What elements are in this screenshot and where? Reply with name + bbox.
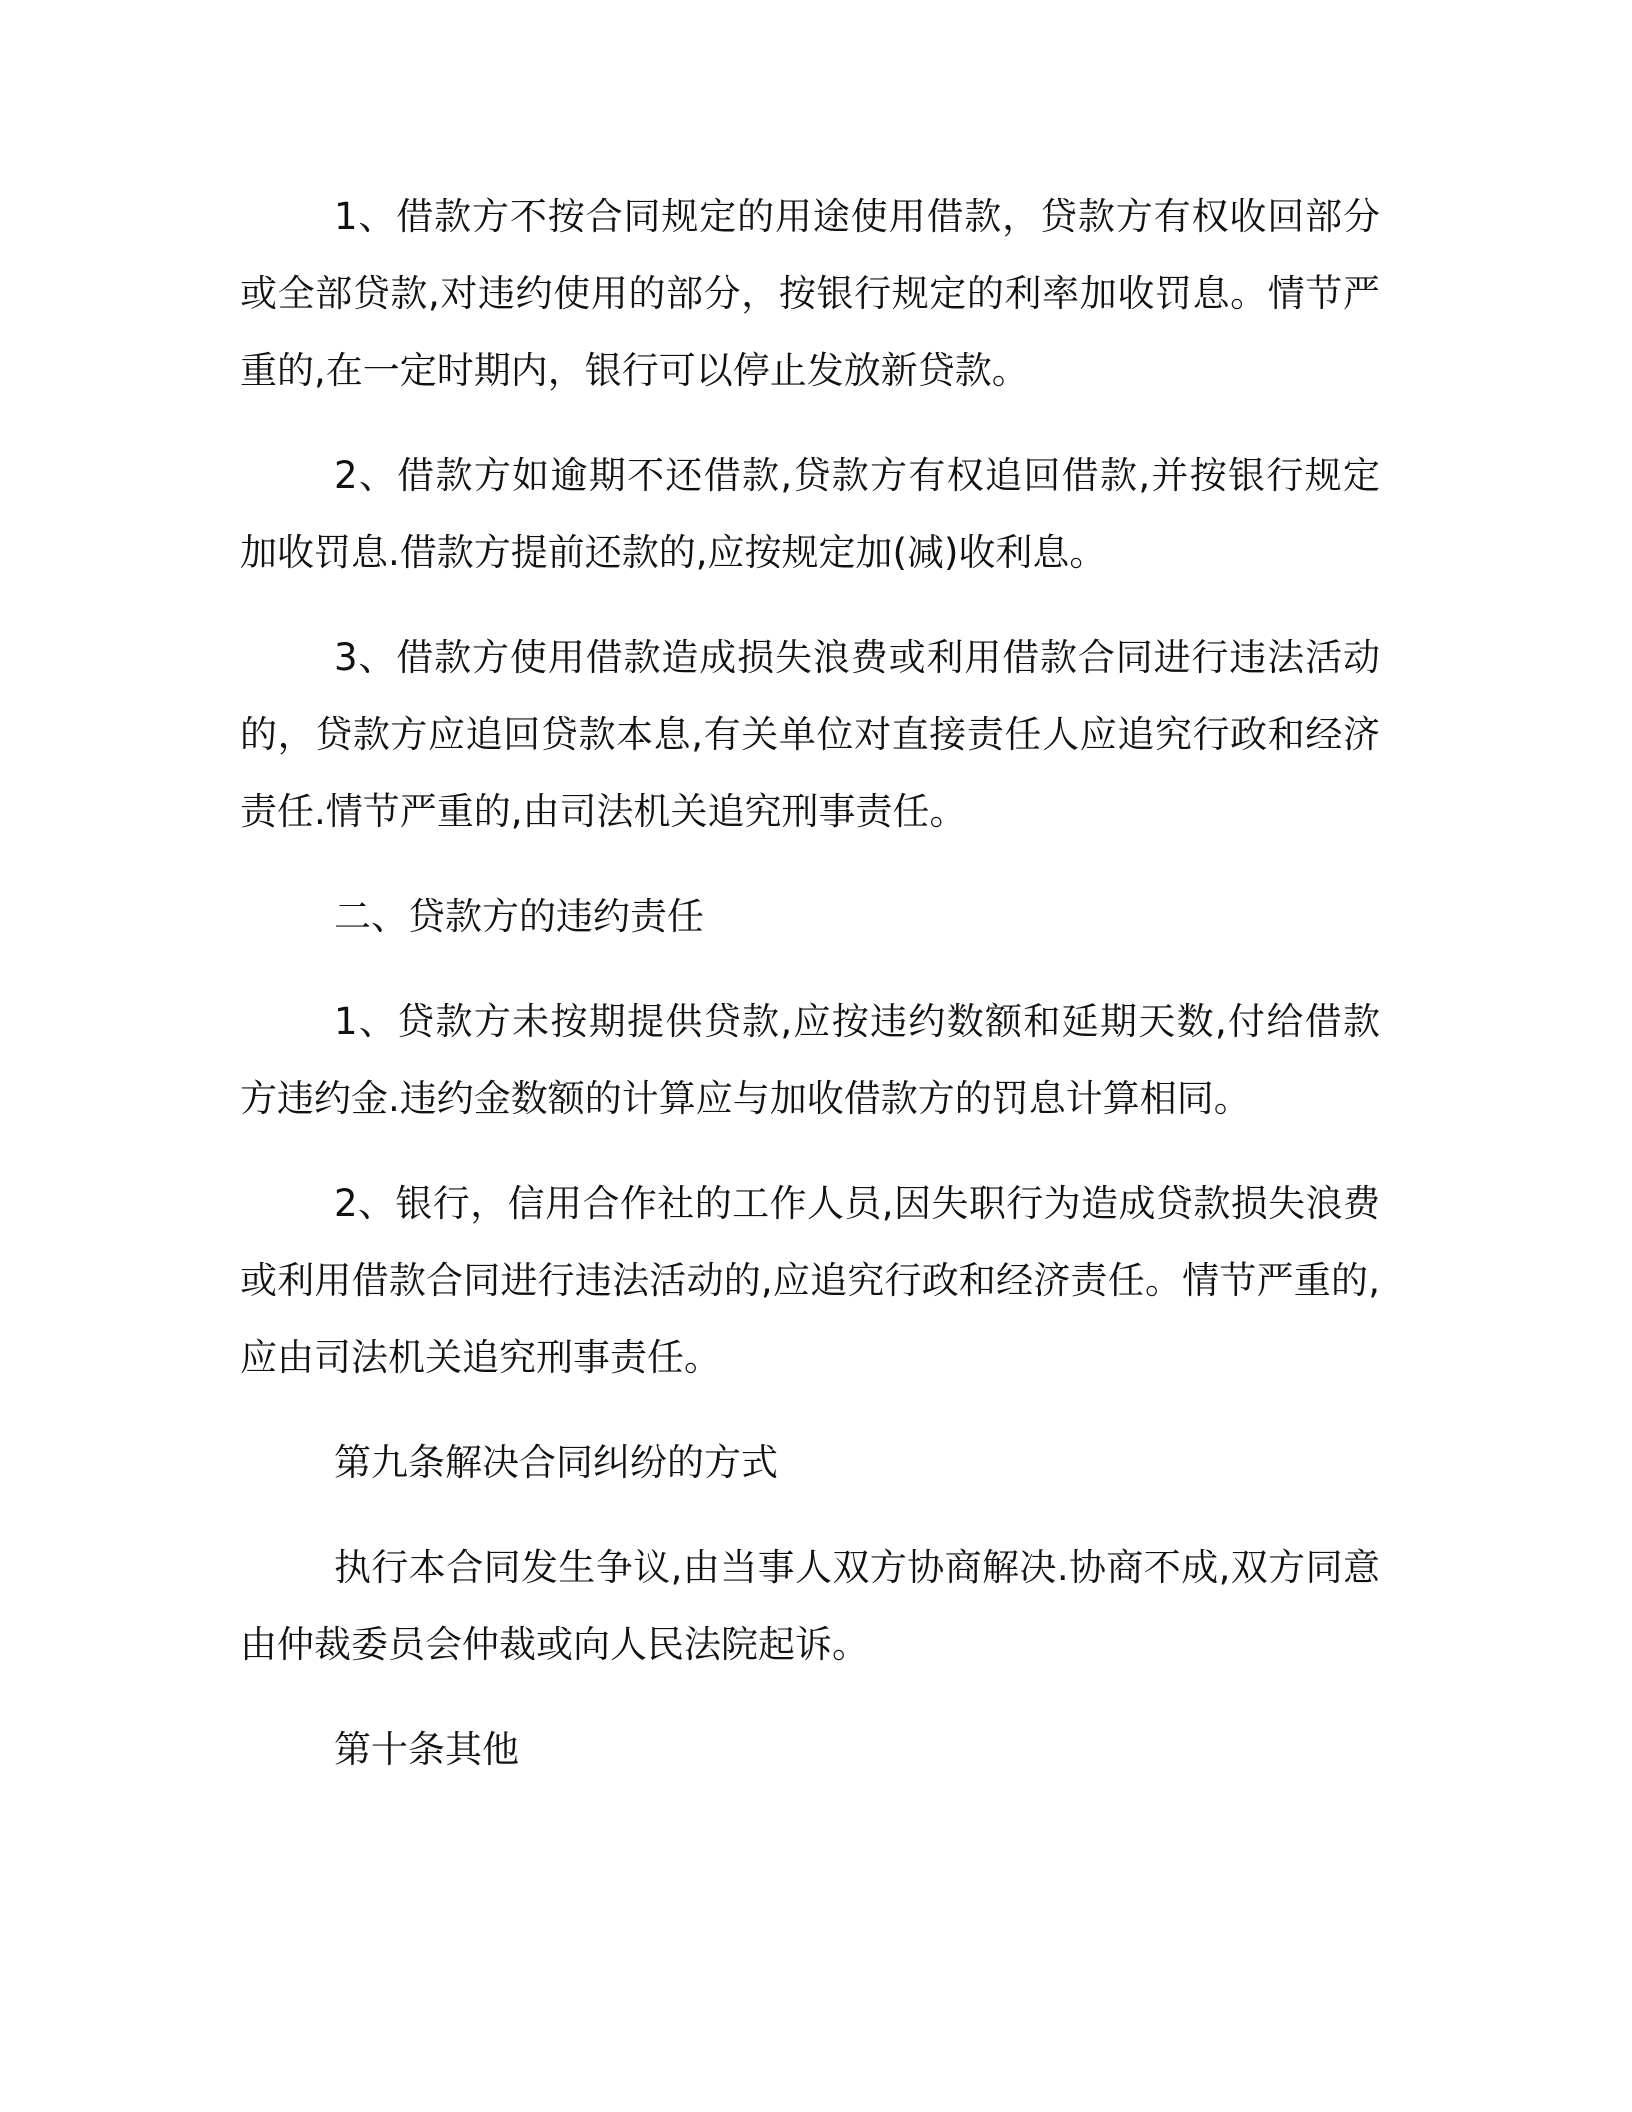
section-heading-lender-liability: 二、贷款方的违约责任 — [334, 895, 704, 938]
paragraph-loss-or-illegal-use: 3、借款方使用借款造成损失浪费或利用借款合同进行违法活动的，贷款方应追回贷款本息,有关单位对直接责任人应追究行政和经济责任.情节严重的,由司法机关追究刑事责任。 — [240, 636, 1380, 833]
paragraph-staff-negligence: 2、银行，信用合作社的工作人员,因失职行为造成贷款损失浪费或利用借款合同进行违法活动的,应追究行政和经济责任。情节严重的,应由司法机关追究刑事责任。 — [240, 1182, 1380, 1379]
article-ten-heading: 第十条其他 — [334, 1728, 519, 1771]
paragraph-overdue-repayment: 2、借款方如逾期不还借款,贷款方有权追回借款,并按银行规定加收罚息.借款方提前还款的,应按规定加(减)收利息。 — [240, 454, 1380, 574]
paragraph-borrower-misuse: 1、借款方不按合同规定的用途使用借款，贷款方有权收回部分或全部贷款,对违约使用的部分，按银行规定的利率加收罚息。情节严重的,在一定时期内，银行可以停止发放新贷款。 — [240, 195, 1380, 392]
article-nine-heading: 第九条解决合同纠纷的方式 — [334, 1441, 778, 1484]
document-body — [240, 178, 1380, 1816]
paragraph-dispute-resolution: 执行本合同发生争议,由当事人双方协商解决.协商不成,双方同意由仲裁委员会仲裁或向人民法院起诉。 — [240, 1546, 1380, 1666]
paragraph-lender-late-provision: 1、贷款方未按期提供贷款,应按违约数额和延期天数,付给借款方违约金.违约金数额的计算应与加收借款方的罚息计算相同。 — [240, 1000, 1380, 1120]
